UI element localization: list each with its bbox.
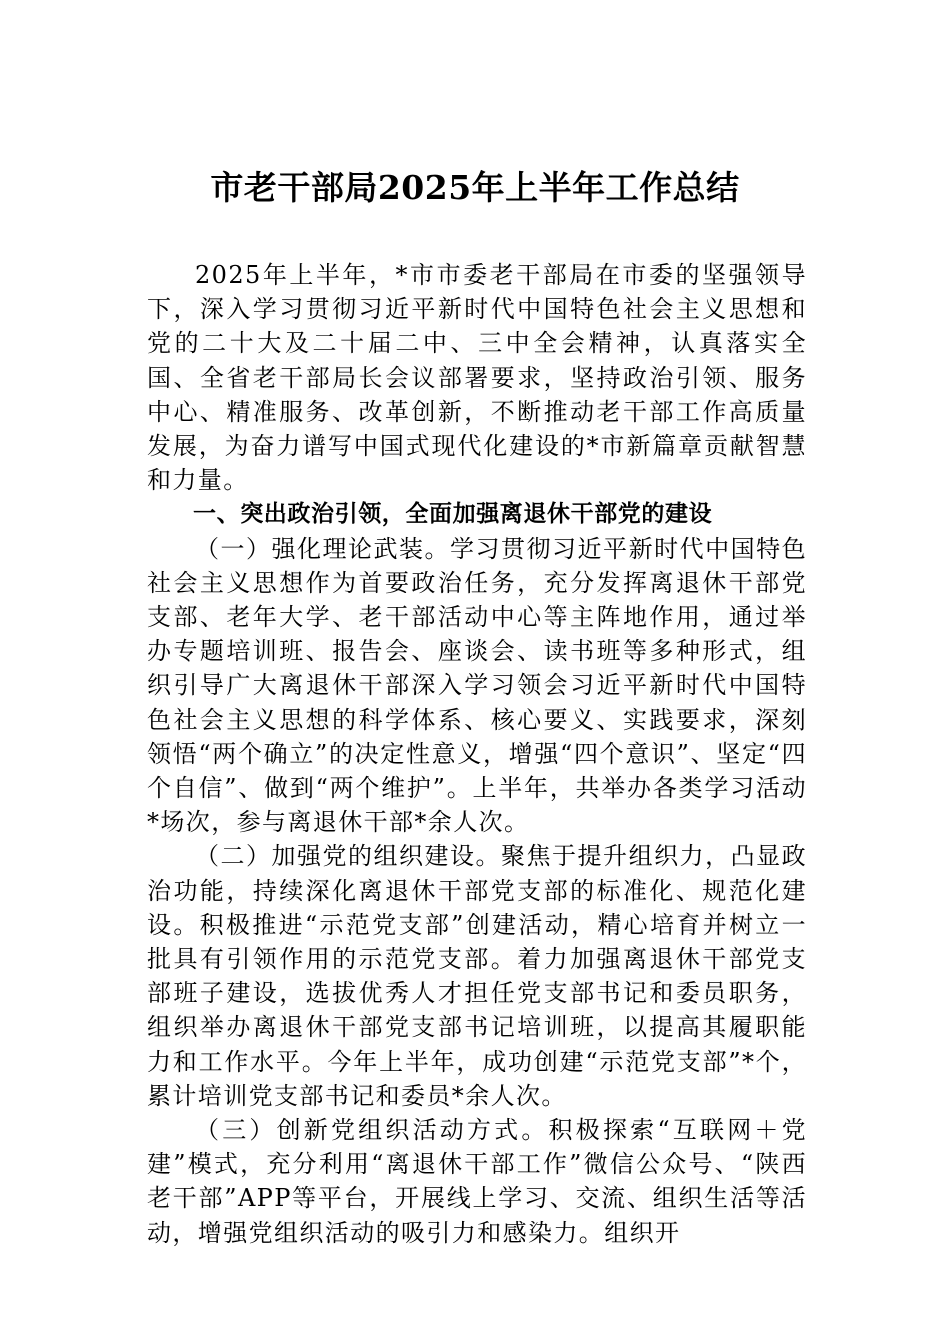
intro-paragraph: 2025年上半年，*市市委老干部局在市委的坚强领导下，深入学习贯彻习近平新时代中国特色社会主义思想和党的二十大及二十届二中、三中全会精神，认真落实全国、全省老干部局长会议部署要求，坚持政治引领、服务中心、精准服务、改革创新，不断推动老干部工作高质量发展，为奋力谱写中国式现代化建设的*市新篇章贡献智慧和力量。 xyxy=(147,261,807,495)
paragraph-organization-building: （二）加强党的组织建设。聚焦于提升组织力，凸显政治功能，持续深化离退休干部党支部的标准化、规范化建设。积极推进“示范党支部”创建活动，精心培育并树立一批具有引领作用的示范党支部。着力加强离退休干部党支部班子建设，选拔优秀人才担任党支部书记和委员职务，组织举办离退休干部党支部书记培训班，以提高其履职能力和工作水平。今年上半年，成功创建“示范党支部”*个，累计培训党支部书记和委员*余人次。 xyxy=(147,842,807,1110)
section-heading: 一、突出政治引领，全面加强离退休干部党的建设 xyxy=(193,501,713,528)
document-title: 市老干部局2025年上半年工作总结 xyxy=(210,168,740,207)
document-body xyxy=(147,258,807,1250)
paragraph-theory-study: （一）强化理论武装。学习贯彻习近平新时代中国特色社会主义思想作为首要政治任务，充分发挥离退休干部党支部、老年大学、老干部活动中心等主阵地作用，通过举办专题培训班、报告会、座谈会、读书班等多种形式，组织引导广大离退休干部深入学习领会习近平新时代中国特色社会主义思想的科学体系、核心要义、实践要求，深刻领悟“两个确立”的决定性意义，增强“四个意识”、坚定“四个自信”、做到“两个维护”。上半年，共举办各类学习活动*场次，参与离退休干部*余人次。 xyxy=(147,534,807,837)
paragraph-activity-innovation: （三）创新党组织活动方式。积极探索“互联网＋党建”模式，充分利用“离退休干部工作”微信公众号、“陕西老干部”APP等平台，开展线上学习、交流、组织生活等活动，增强党组织活动的吸引力和感染力。组织开 xyxy=(147,1116,807,1247)
